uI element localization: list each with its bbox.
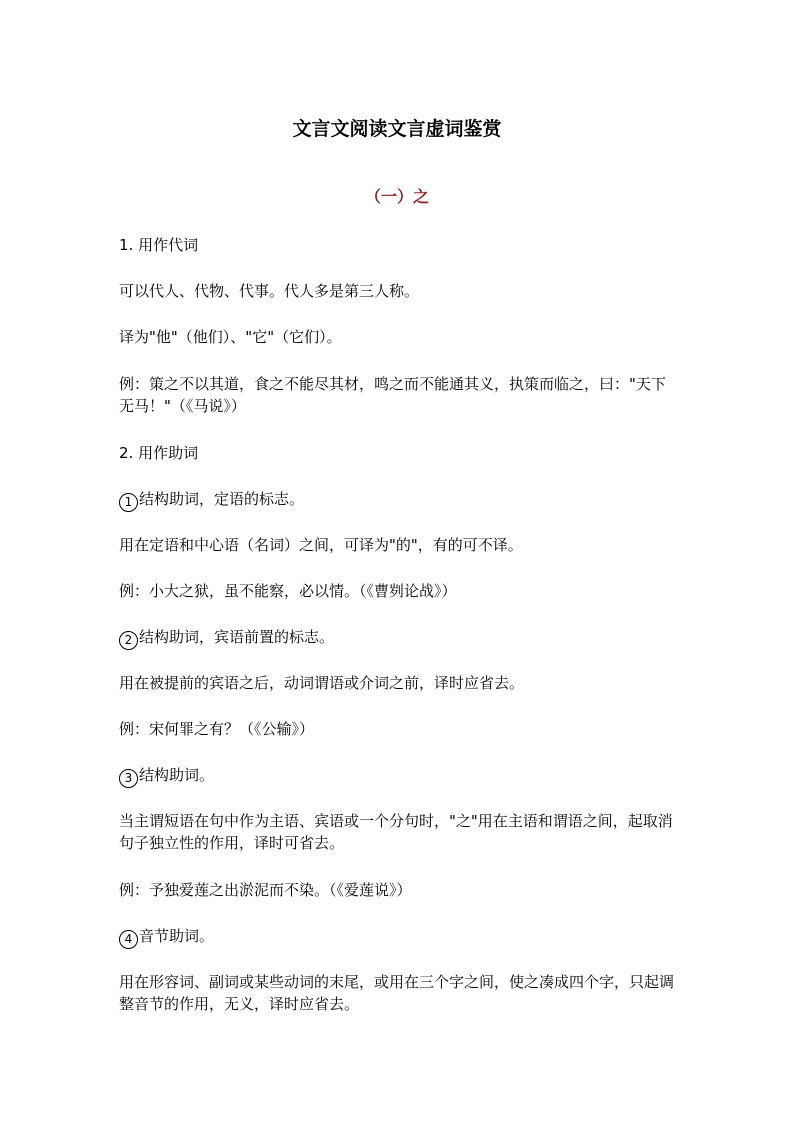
- paragraph: 2. 用作助词: [119, 444, 199, 462]
- paragraph: 例：策之不以其道，食之不能尽其材，鸣之而不能通其义，执策而临之，曰："天下无马！"（《马说》）: [119, 375, 666, 415]
- paragraph: 用在定语和中心语（名词）之间，可译为"的"，有的可不译。: [119, 536, 523, 554]
- circled-number-4: 4: [119, 930, 138, 949]
- paragraph: 当主谓短语在句中作为主语、宾语或一个分句时，"之"用在主语和谓语之间，起取消句子独立性的作用，译时可省去。: [119, 812, 673, 852]
- paragraph: 2 结构助词，宾语前置的标志。: [119, 626, 679, 650]
- paragraph: 用在形容词、副词或某些动词的末尾，或用在三个字之间，使之凑成四个字，只起调整音节的作用，无义，译时应省去。: [119, 973, 675, 1013]
- circled-number-1: 1: [119, 493, 138, 512]
- paragraph: 用在被提前的宾语之后，动词谓语或介词之前，译时应省去。: [119, 674, 525, 692]
- circled-number-2: 2: [119, 631, 138, 650]
- circled-number-3: 3: [119, 769, 138, 788]
- paragraph: 1. 用作代词: [119, 236, 199, 254]
- paragraph: 3 结构助词。: [119, 764, 679, 788]
- paragraph: 4 音节助词。: [119, 925, 679, 949]
- section-heading: （一）之: [364, 187, 429, 206]
- paragraph: 译为"他"（他们）、"它"（它们）。: [119, 328, 342, 346]
- document-title: 文言文阅读文言虚词鉴赏: [292, 118, 502, 140]
- paragraph: 例：予独爱莲之出淤泥而不染。（《爱莲说》）: [119, 881, 412, 899]
- paragraph: 可以代人、代物、代事。代人多是第三人称。: [119, 282, 420, 300]
- paragraph: 例：宋何罪之有？（《公输》）: [119, 720, 315, 738]
- paragraph: 1 结构助词，定语的标志。: [119, 488, 679, 512]
- paragraph: 例：小大之狱，虽不能察，必以情。（《曹刿论战》）: [119, 582, 457, 600]
